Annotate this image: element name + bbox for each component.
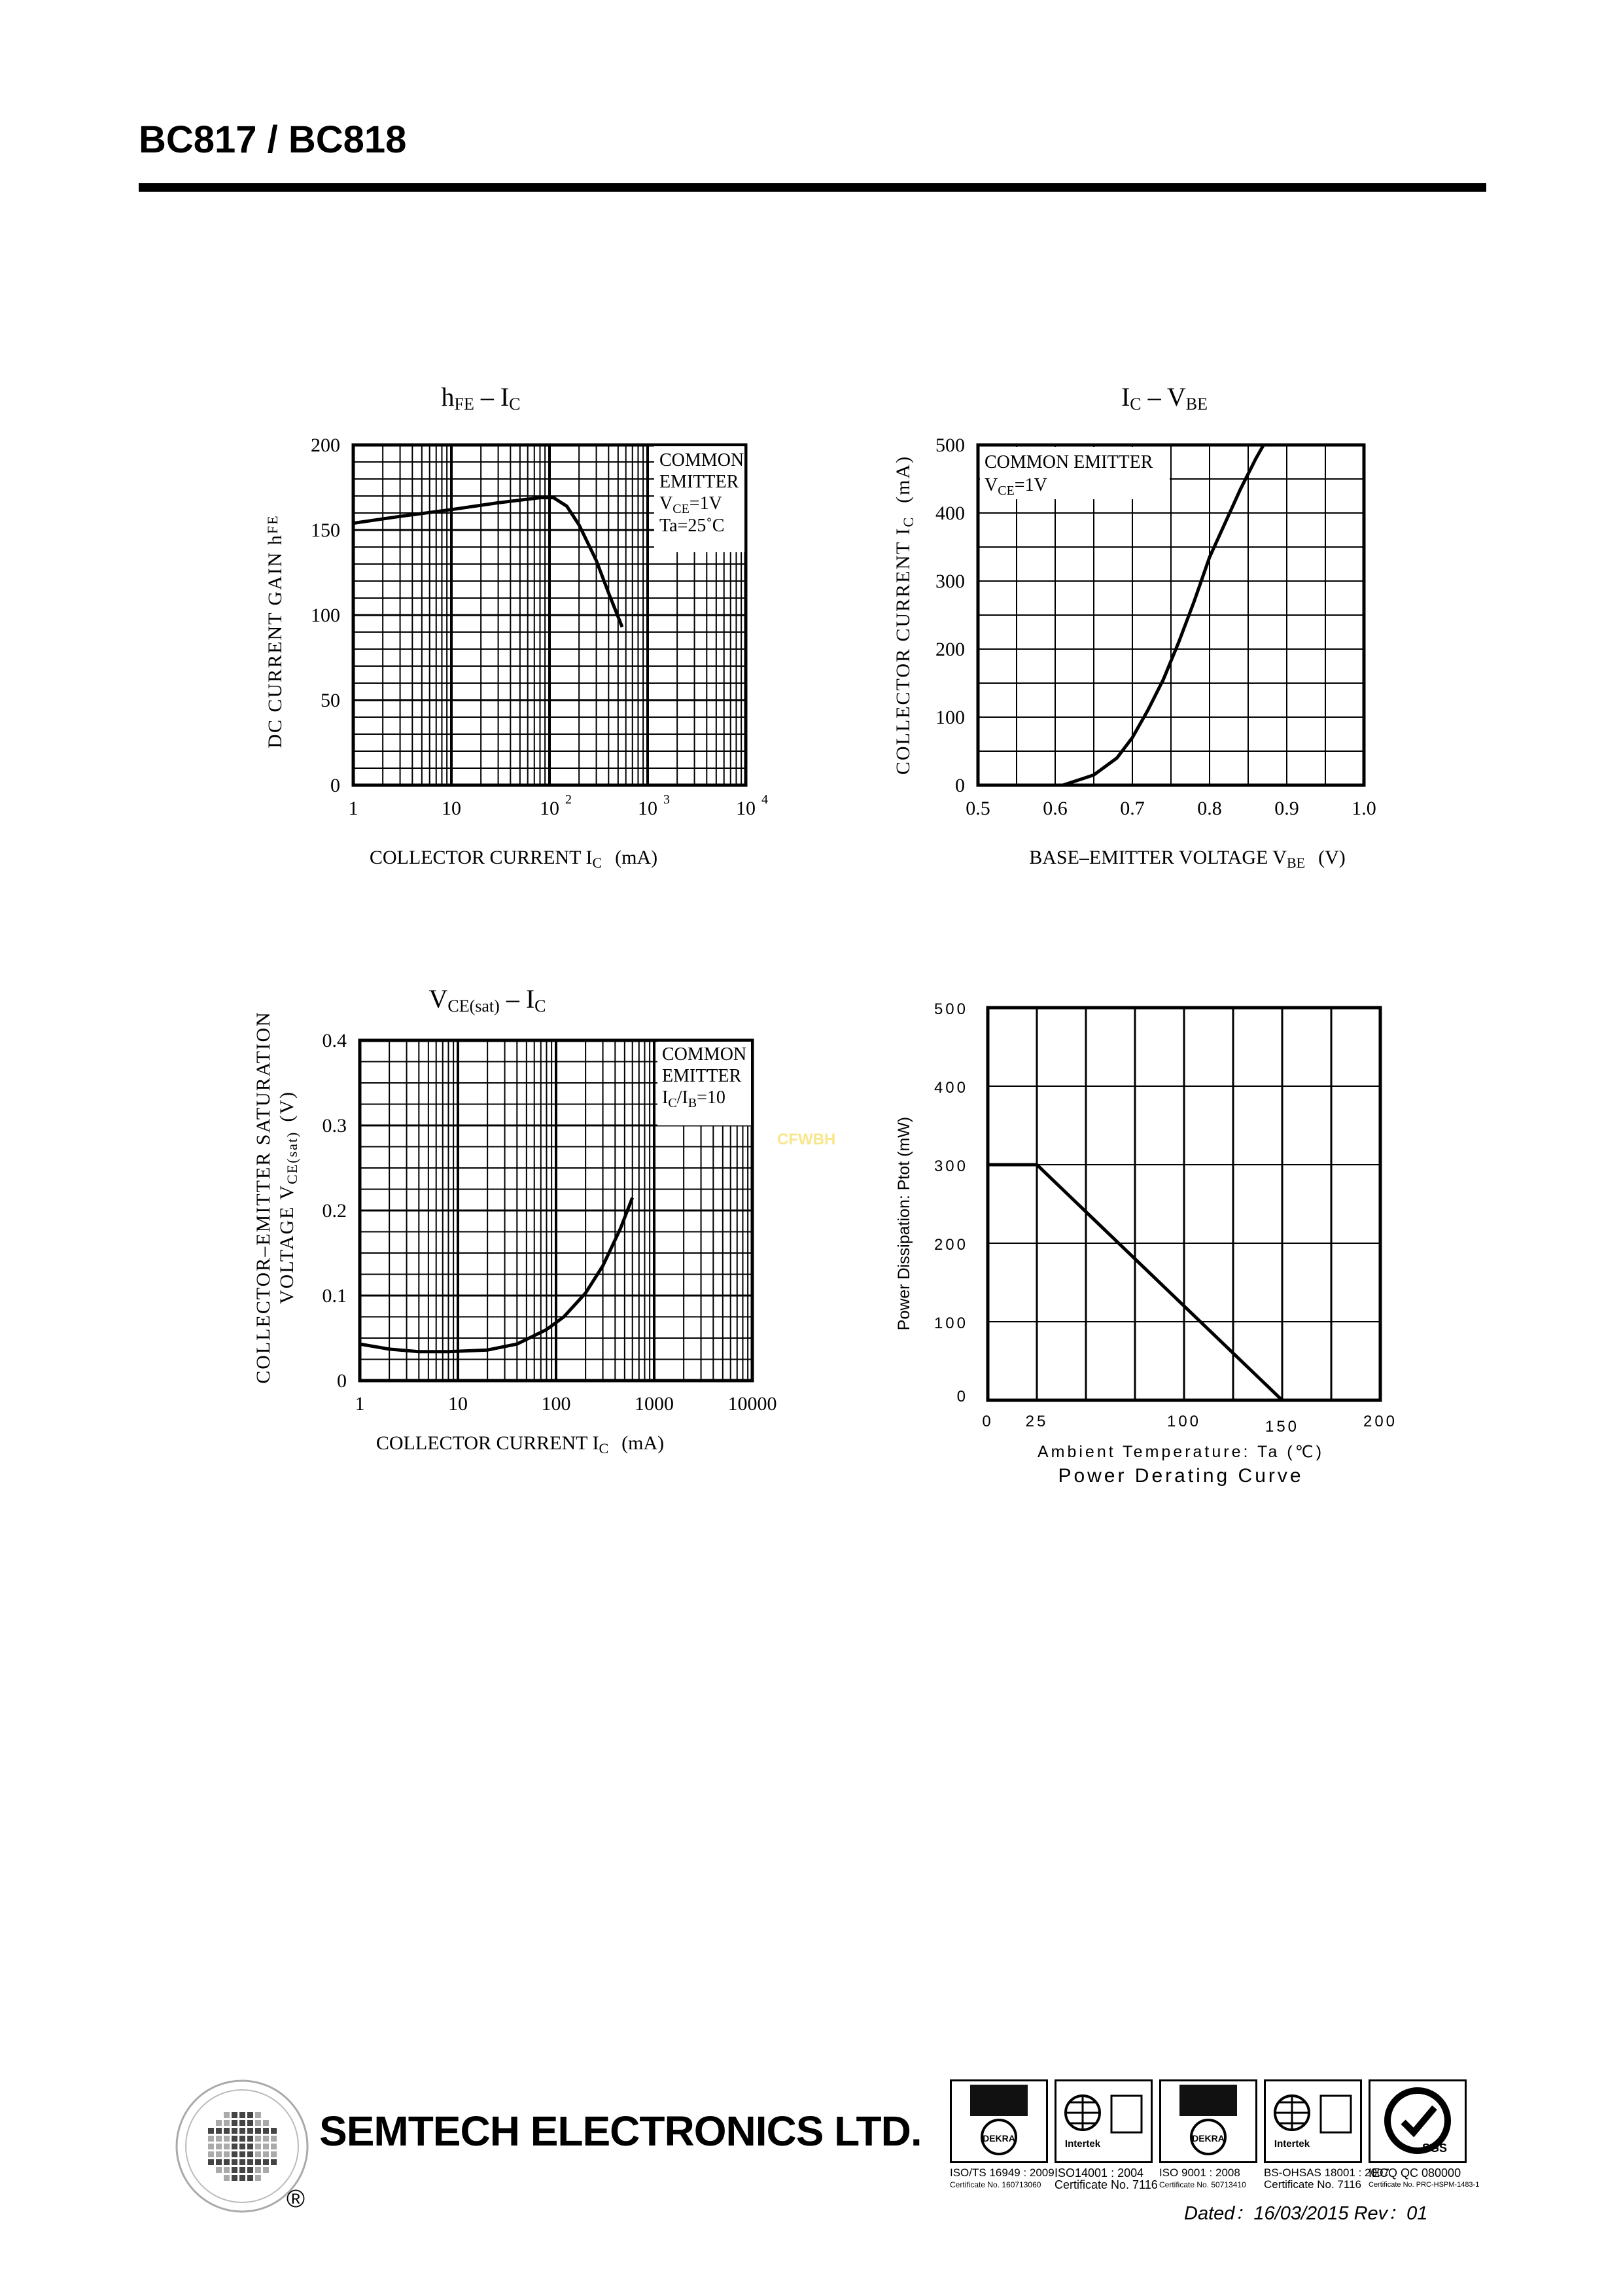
y-tick-label: 300 bbox=[934, 1157, 968, 1175]
logo-dot bbox=[224, 2151, 230, 2157]
logo-dot bbox=[247, 2128, 253, 2134]
logo-dot bbox=[224, 2167, 230, 2173]
logo-dot bbox=[239, 2167, 245, 2173]
x-tick-label: 10 bbox=[442, 798, 461, 819]
logo-dot bbox=[247, 2175, 253, 2181]
logo-dot bbox=[216, 2128, 222, 2134]
x-tick-exponent: 4 bbox=[761, 792, 768, 807]
cert-badge-dekra bbox=[950, 2079, 1048, 2163]
cert-badge-intertek bbox=[1264, 2079, 1362, 2163]
logo-dot bbox=[232, 2151, 237, 2157]
y-tick-label: 50 bbox=[321, 690, 340, 711]
logo-dot bbox=[239, 2144, 245, 2149]
y-axis-label-line2: VOLTAGE $V_{CE(sat)}(V)$ bbox=[276, 1091, 300, 1304]
svg-text:SGS: SGS bbox=[1422, 2142, 1448, 2155]
logo-dot bbox=[232, 2167, 237, 2173]
cert-caption: BS-OHSAS 18001 : 2007 Certificate No. 7116 bbox=[1264, 2166, 1389, 2191]
watermark: CFWBH bbox=[777, 1131, 836, 1148]
logo-dot bbox=[224, 2128, 230, 2134]
logo-dot bbox=[239, 2112, 245, 2118]
y-tick-label: 100 bbox=[934, 1315, 968, 1332]
x-tick-exponent: 3 bbox=[663, 792, 670, 807]
logo-dot bbox=[208, 2159, 214, 2165]
y-axis-label-line1: COLLECTOR–EMITTER SATURATION bbox=[253, 1011, 274, 1384]
y-tick-label: 400 bbox=[934, 1079, 968, 1097]
y-tick-label: 0 bbox=[956, 1388, 968, 1405]
cert-badge-intertek bbox=[1055, 2079, 1153, 2163]
cert-badge-dekra bbox=[1159, 2079, 1257, 2163]
x-tick-label: 10 bbox=[736, 798, 756, 819]
x-axis-label: COLLECTOR CURRENT $I_C$ (mA) bbox=[375, 1432, 665, 1457]
logo-dot bbox=[216, 2120, 222, 2126]
logo-dot bbox=[232, 2112, 237, 2118]
y-tick-label: 0 bbox=[955, 775, 965, 796]
x-tick-label: 0 bbox=[982, 1413, 994, 1430]
logo-dot bbox=[239, 2159, 245, 2165]
logo-dot bbox=[232, 2175, 237, 2181]
y-tick-label: 200 bbox=[934, 1236, 968, 1254]
logo-dot bbox=[263, 2120, 269, 2126]
logo-dot bbox=[239, 2120, 245, 2126]
y-tick-label: 500 bbox=[935, 434, 965, 456]
logo-dot bbox=[247, 2151, 253, 2157]
legend-text: EMITTER bbox=[659, 472, 739, 492]
logo-dot bbox=[255, 2128, 261, 2134]
x-tick-label: 100 bbox=[541, 1393, 571, 1415]
y-tick-label: 300 bbox=[935, 571, 965, 592]
revision-date: Dated：16/03/2015 Rev：01 bbox=[1184, 2203, 1428, 2224]
logo-dot bbox=[232, 2120, 237, 2126]
y-tick-label: 500 bbox=[934, 1000, 968, 1018]
legend-text: COMMON bbox=[662, 1044, 747, 1065]
logo-dot bbox=[271, 2159, 277, 2165]
x-axis-label: Ambient Temperature: Ta (℃) bbox=[1037, 1443, 1325, 1461]
logo-dot bbox=[224, 2159, 230, 2165]
y-tick-label: 0.1 bbox=[322, 1285, 347, 1307]
chart-title: hFE – IC bbox=[441, 382, 521, 414]
logo-dot bbox=[224, 2120, 230, 2126]
x-tick-label: 1 bbox=[355, 1393, 365, 1415]
logo-dot bbox=[271, 2144, 277, 2149]
x-tick-label: 0.8 bbox=[1197, 798, 1222, 819]
y-tick-label: 0.3 bbox=[322, 1115, 347, 1137]
logo-dot bbox=[208, 2151, 214, 2157]
chart-vcesat-ic bbox=[249, 962, 785, 1479]
x-tick-label: 10 bbox=[448, 1393, 468, 1415]
logo-dot bbox=[247, 2120, 253, 2126]
logo-dot bbox=[263, 2128, 269, 2134]
svg-text:DEKRA: DEKRA bbox=[1192, 2133, 1225, 2144]
x-tick-label: 0.5 bbox=[966, 798, 990, 819]
x-tick-label: 10 bbox=[638, 798, 657, 819]
logo-dot bbox=[271, 2128, 277, 2134]
logo-dot bbox=[232, 2144, 237, 2149]
logo-dot bbox=[247, 2144, 253, 2149]
y-tick-label: 100 bbox=[935, 707, 965, 728]
y-tick-label: 200 bbox=[311, 434, 340, 456]
x-tick-label: 0.7 bbox=[1120, 798, 1145, 819]
logo-dot bbox=[263, 2136, 269, 2142]
logo-dot bbox=[263, 2144, 269, 2149]
logo-dot bbox=[255, 2144, 261, 2149]
cert-caption: ISO 9001 : 2008 Certificate No. 50713410 bbox=[1159, 2166, 1246, 2189]
y-tick-label: 0.2 bbox=[322, 1200, 347, 1222]
logo-dot bbox=[208, 2144, 214, 2149]
x-tick-label: 25 bbox=[1025, 1413, 1049, 1430]
page-title: BC817 / BC818 bbox=[139, 118, 407, 161]
logo-dot bbox=[255, 2136, 261, 2142]
logo-dot bbox=[255, 2159, 261, 2165]
y-tick-label: 200 bbox=[935, 639, 965, 660]
logo-dot bbox=[216, 2144, 222, 2149]
registered-mark: ® bbox=[287, 2185, 305, 2213]
logo-dot bbox=[232, 2159, 237, 2165]
x-tick-label: 1000 bbox=[635, 1393, 674, 1415]
legend-text: $I_C/I_B=10$ bbox=[662, 1087, 725, 1110]
logo-dot bbox=[247, 2159, 253, 2165]
y-tick-label: 0.4 bbox=[322, 1030, 347, 1051]
logo-dot bbox=[216, 2136, 222, 2142]
logo-dot bbox=[263, 2167, 269, 2173]
svg-text:DEKRA: DEKRA bbox=[983, 2133, 1015, 2144]
logo-dot bbox=[216, 2151, 222, 2157]
logo-dot bbox=[216, 2159, 222, 2165]
chart-power-derating bbox=[890, 988, 1452, 1511]
logo-dot bbox=[271, 2136, 277, 2142]
header-rule bbox=[139, 183, 1486, 192]
hfe-curve bbox=[353, 498, 622, 627]
x-tick-label: 150 bbox=[1265, 1418, 1300, 1436]
x-tick-exponent: 2 bbox=[565, 792, 572, 807]
y-axis-label: COLLECTOR CURRENT $I_C(mA)$ bbox=[892, 455, 916, 775]
chart-title: Power Derating Curve bbox=[1058, 1465, 1304, 1487]
logo-dot bbox=[208, 2128, 214, 2134]
svg-text:Intertek: Intertek bbox=[1274, 2138, 1310, 2149]
logo-dot bbox=[255, 2112, 261, 2118]
y-axis-label: Power Dissipation: Ptot (mW) bbox=[895, 1116, 913, 1331]
logo-dot bbox=[232, 2128, 237, 2134]
x-axis-label: COLLECTOR CURRENT $I_C$ (mA) bbox=[369, 847, 658, 871]
cert-badge-sgs bbox=[1369, 2079, 1467, 2163]
logo-dot bbox=[208, 2136, 214, 2142]
company-name: SEMTECH ELECTRONICS LTD. bbox=[319, 2108, 922, 2155]
x-tick-label: 1.0 bbox=[1352, 798, 1376, 819]
logo-dot bbox=[232, 2136, 237, 2142]
logo-dot bbox=[255, 2151, 261, 2157]
logo-dot bbox=[224, 2112, 230, 2118]
x-tick-label: 200 bbox=[1363, 1413, 1398, 1430]
y-tick-label: 150 bbox=[311, 520, 340, 541]
x-tick-label: 100 bbox=[1166, 1413, 1202, 1430]
legend-text: COMMON bbox=[659, 450, 744, 470]
legend-text: COMMON EMITTER bbox=[985, 452, 1153, 472]
legend-text: $V_{CE}=1V$ bbox=[985, 475, 1047, 498]
y-axis-label: DC CURRENT GAIN $h^{FE}$ bbox=[264, 514, 286, 749]
logo-dot bbox=[239, 2151, 245, 2157]
logo-dot bbox=[247, 2112, 253, 2118]
logo-dot bbox=[239, 2136, 245, 2142]
legend-text: EMITTER bbox=[662, 1066, 742, 1086]
logo-dot bbox=[255, 2175, 261, 2181]
x-tick-label: 0.9 bbox=[1274, 798, 1299, 819]
y-tick-label: 100 bbox=[311, 605, 340, 626]
chart-ic-vbe bbox=[890, 366, 1439, 883]
logo-dot bbox=[263, 2159, 269, 2165]
cert-caption: ISO14001 : 2004 Certificate No. 7116 bbox=[1055, 2166, 1158, 2191]
logo-dot bbox=[224, 2136, 230, 2142]
logo-dot bbox=[263, 2151, 269, 2157]
chart-hfe-ic bbox=[249, 366, 785, 883]
x-tick-label: 10 bbox=[540, 798, 559, 819]
logo-dot bbox=[239, 2128, 245, 2134]
logo-dot bbox=[247, 2167, 253, 2173]
logo-dot bbox=[239, 2175, 245, 2181]
cert-caption: IECQ QC 080000 Certificate No. PRC-HSPM-1483-1 bbox=[1369, 2166, 1480, 2189]
cert-caption: ISO/TS 16949 : 2009 Certificate No. 160713060 bbox=[950, 2166, 1055, 2189]
logo-dot bbox=[271, 2151, 277, 2157]
chart-title: VCE(sat) – IC bbox=[428, 984, 546, 1016]
y-tick-label: 0 bbox=[330, 775, 340, 796]
legend-text: $V_{CE}=1V$ bbox=[659, 493, 722, 516]
logo-dot bbox=[255, 2167, 261, 2173]
x-axis-label: BASE–EMITTER VOLTAGE $V_{BE}$ (V) bbox=[1029, 847, 1346, 871]
chart-title: IC – VBE bbox=[1121, 382, 1208, 414]
certification-strip bbox=[950, 2079, 1480, 2191]
x-tick-label: 0.6 bbox=[1043, 798, 1068, 819]
logo-dot bbox=[255, 2120, 261, 2126]
y-tick-label: 0 bbox=[337, 1370, 347, 1392]
x-tick-label: 1 bbox=[348, 798, 358, 819]
x-tick-label: 10000 bbox=[727, 1393, 777, 1415]
logo-dot bbox=[247, 2136, 253, 2142]
legend-text: Ta=25˚C bbox=[659, 516, 725, 536]
svg-text:Intertek: Intertek bbox=[1064, 2138, 1101, 2149]
y-tick-label: 400 bbox=[935, 503, 965, 524]
logo-dot bbox=[224, 2175, 230, 2181]
logo-dot bbox=[224, 2144, 230, 2149]
logo-dot bbox=[216, 2167, 222, 2173]
